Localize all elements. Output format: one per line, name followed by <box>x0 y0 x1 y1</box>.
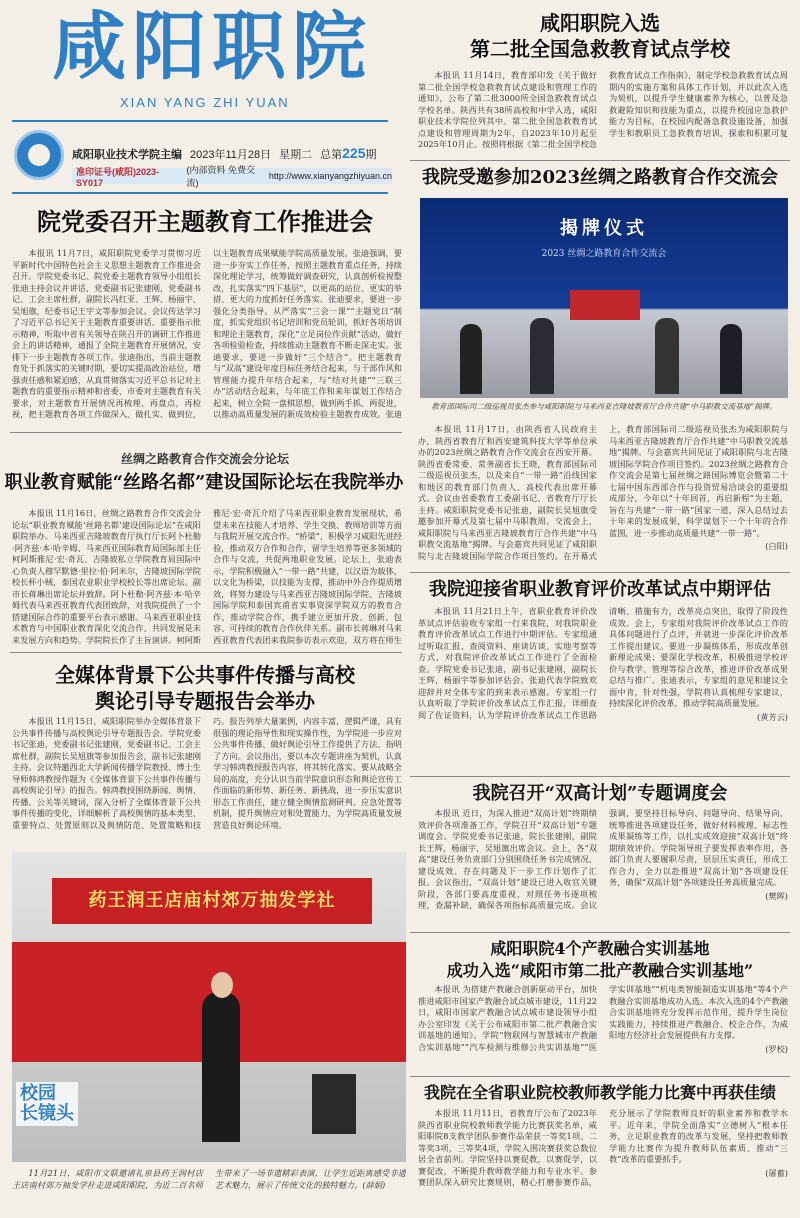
person-4 <box>720 324 742 394</box>
article-2-body: 本报讯 11月7日，咸阳职院党委学习贯彻习近平新时代中国特色社会主义思想主题教育工作推进会召开。学院党委书记、院党委主题教育领导小组组长张迪主持会议并讲话，党委副书记张建刚，党委副书记、工会主席杜群，副院长冯红亚、王辉、杨丽宇、吴旭旗，纪委书记王宇文等参加会议。会议传达学习了习近平总书记关于主题教育重要讲话、重要指示批示精神，听取中省有关领导在陕召开的调研工作推进会上的讲话精神，通报了全院主题教育开展情况，安排下一步主题教育各项工作。张迪指出，当前主题教育处于抓落实的关键时期，要切实提高政治站位，增强责任感和紧迫感，从真贯彻落实习近平总书记对主题教育的重要指示精神和省委、市委对主题教育有关要求，对主题教育开展情况再梳理、再盘点，再检视，把主题教育各项工作做深入、做扎实、做到位，以主题教育成果赋能学院高质量发展。张迪强调，要进一步夯实工作任务，按照主题教育重点任务，持续深化理论学习，统筹做好调查研究，认真剖析检视整改，扎实落实“四下基层”，以更高的站位、更实的举措、更大的力度抓好任务落实。张迪要求，要进一步强化分类指导。从严落实“三会一课”“主题党日”制度，抓实党组织书记培训和党员轮训，抓好各项培训和理论主题教育，深化“立足岗位作贡献”活动，做好各项检验检查，持续推动主题教育不断走深走实。张迪要求，要进一步做好“三个结合”。把主题教育与“双高”建设年度目标任务结合起来，与干部作风和管理能力提升年结合起来，与“结对共建”“三联三办”活动结合起来，与年底工作和来年谋划工作结合起来，树立全院一盘棋思想，做到两手抓、两促进，以推动高质量发展的新成效检验主题教育成效。张迪 <box>12 248 402 419</box>
article-4-body: 本报讯 11月15日，咸阳职院举办全媒体背景下公共事件传播与高校舆论引导专题报告会。学院党委书记张迪，党委副书记张建刚，党委副书记、工会主席杜群，副院长吴旭旗等参加报告会，副书记张建刚主持。会议特邀西北大学新闻传播学院教授、博士生导师韩鸿教授作题为《全媒体背景下公共事件传播与高校舆论引导》的报告。韩鸿教授围绕新闻、舆情、传播、公关等关键词，深入分析了全媒体背景下公共事件传播的变化，详细解析了高校舆情的基本类型、重要特点、处置原则以及舆情防范、处置策略和技巧。报告列举大量案例，内容丰富，逻辑严谨，具有很强的理论指导性和现实操作性，为学院进一步应对公共事件传播、做好舆论引导工作提供了方法、指明了方向。会议指出，要以本次专题讲座为契机，认真学习韩鸿教授报告内容，将其转化落实。要从战略全局的高度，充分认识当前学院意识形态和舆论宣传工作面临的新形势、新任务、新挑战，进一步压实意识形态工作责任，建立健全舆情监测研判、应急处置等机制，提升舆情应对和处置能力，为学院高质量发展营造良好舆论环境。 <box>12 716 402 830</box>
ceremony-caption: 教育部国际司二级巡视员张杰参与咸阳职院与马来西亚吉隆坡教育厅合作共建“中马职教交流基地”揭牌。 <box>431 402 777 411</box>
divider <box>410 572 790 573</box>
masthead-rule <box>12 120 388 122</box>
person-2 <box>530 318 554 394</box>
article-8-title: 咸阳职院4个产教融合实训基地 成功入选“咸阳市第二批产教融合实训基地” <box>446 939 754 980</box>
article-5-title: 我院受邀参加2023丝绸之路教育合作交流会 <box>421 167 779 188</box>
article-8-body: 本报讯 为搭建产教融合创新驱动平台，加快推进咸阳市国家产教融合试点城市建设，11月22日，咸阳市国家产教融合试点城市建设领导小组办公室印发《关于公布咸阳市第二批产教融合实训基地的通知》。学院“物联网与智慧城市产教融合实训基地”“汽车检测与维修公共实训基地”“医学实训基地”“机电类智能制造实训基地”等4个产教融合实训基地成功入选。本次入选的4个产教融合实训基地将充分发挥示范作用，提升学生岗位实践能力，持续推进产教融合、校企合作，为咸阳地方经济社会发展提供有力支撑。 (罗校) <box>418 984 788 1054</box>
issue-date: 2023年11月28日 <box>190 149 272 161</box>
person-3 <box>655 318 679 394</box>
publisher: 咸阳职业技术学院主编 <box>72 149 182 161</box>
website-link[interactable]: http://www.xianyangzhiyuan.cn <box>268 171 392 181</box>
article-6-body: 本报讯 11月21日上午，省职业教育评价改革试点评估验收专家组一行来我院，对我院职业教育评价改革试点工作进行中期评估。专家组通过听取汇报、查阅资料、座谈访谈、实地考察等方式，对我院评价改革试点工作进行了全面检查。学院党委书记张迪，副书记张建刚，副院长王辉，杨丽宇等参加评估会。张迪代表学院致欢迎辞并对全体专家的到来表示感谢。专家组一行认真听取了学院评价改革试点工作汇报，详细查阅了佐证资料，认为学院评价改革试点工作思路清晰、措施有力，改革亮点突出，取得了阶段性成效。会上，专家组对我院评价改革试点工作的具体问题进行了点评，并就进一步深化评价改革工作提出建议。要进一步凝练体系，形成改革创新理论成果；要深化学校改革，积极推进学校评价与教学、管理等综合改革，推进评价改革成果总结与推广。张迪表示，专家组的意见和建议全面中肯，针对性强，学院将认真梳理专家建议，持续深化评价改革，推动学院高质量发展。 (黄芳云) <box>418 606 788 722</box>
masthead-bottom-rule <box>12 192 388 194</box>
article-1-title: 咸阳职院入选 第二批全国急救教育试点学校 <box>470 11 730 61</box>
article-3-body: 本报讯 11月16日，丝绸之路教育合作交流会分论坛“职业教育赋能‘丝路名都’建设国际论坛”在咸阳职院举办。马来西亚吉隆坡教育厅执行厅长阿卜杜勒·阿齐兹·本·哈辛姆、马来西亚国际教育局国际部主任柯阿斯雅尼·宏·奇瓦、吉隆坡私立学院教育局国际中心负责人穆罕默德·里拉·伯·阿米尔，吉隆坡国际学院校长杯小贼，泰国农业职业学校校长等出席论坛。副市长蒋琳出席论坛并致辞。阿卜杜勒·阿齐兹·本·哈辛姆代表马来西亚教育代表团致辞，对我院提供了一个搭建国际合作的重要平台表示感谢。马来西亚职业技术教育与中国职业教育深化交流合作、共同发展是未来发展方向和趋势。学院院长作了主旨演讲。柯阿斯雅尼·宏·奇瓦介绍了马来西亚职业教育发展现状，希望未来在技能人才培养、学生交换、教师培训等方面与我院开展交流合作。“桥梁”，积极学习咸阳先进经验，推动双方合作和合作，留学生培养等更多领域的合作与交流，共促两地职业发展。论坛上，张迪表示，学院积极融入“一带一路”共建，以汉语为载体，以文化为桥梁，以技能为支撑，推动中外合作提质增效，将努力建设与马来西亚吉隆坡国际学院、吉隆坡国际学院和泰国宾甫省实事资深学院双方的教育合作，推动学院合作，携手建立更加开放、创新、包容、可持续的教育合作伙伴关系。副市长蒋琳对马来西亚教育代表团来我院参访表示欢迎，双方将在师生 <box>12 508 402 645</box>
divider <box>10 652 402 653</box>
article-6-title: 我院迎接省职业教育评价改革试点中期评估 <box>429 579 771 600</box>
permit-note: (内部资料 免费交流) <box>186 165 255 188</box>
article-4-title: 全媒体背景下公共事件传播与高校 舆论引导专题报告会举办 <box>55 663 355 713</box>
issue-number: 225 <box>342 145 366 161</box>
article-3-title: 职业教育赋能“丝路名都”建设国际论坛在我院举办 <box>4 472 404 493</box>
school-emblem-icon <box>14 130 64 180</box>
ceremony-photo <box>420 198 788 398</box>
divider <box>410 776 790 777</box>
masthead <box>0 0 400 200</box>
permit-number: 准印证号(咸阳)2023-SY017 <box>76 166 160 188</box>
article-7-body: 本报讯 近日，为深入推进“双高计划”终期绩效评价各项准备工作，学院召开“双高计划”专题调度会。学院党委书记张迪，院长张建刚，副院长王辉，杨丽宇，吴旭旗出席会议。会上，各“双高”建设任务负责部门分别围绕任务书完成情况、建设成效、存在问题及下一步工作计划作了汇报。会议指出，“双高计划”建设已进入收官关键阶段，各部门要高度重视，对照任务书逐项梳理，查漏补缺，确保各项指标高质量完成。会议强调，要坚持目标导向、问题导向、结果导向，统筹推进各项建设任务，做好材料梳理、标志性成果凝练等工作，以扎实成效迎接“双高计划”终期绩效评价。学院领导班子要发挥表率作用，各部门负责人要履职尽责，层层压实责任，形成工作合力，全力以赴推进“双高计划”各项建设任务，确保“双高计划”各项建设任务高质量完成。 (樊晖) <box>418 808 788 910</box>
campus-photo-banner: 药王润王店庙村郊万抽发学社 <box>52 878 372 924</box>
column-badge: 校园 长镜头 <box>16 1082 78 1126</box>
person-1 <box>460 324 482 394</box>
performer <box>202 992 240 1142</box>
masthead-meta <box>72 145 392 162</box>
issue-label: 总第 <box>320 149 343 161</box>
permit-bar <box>72 165 392 188</box>
article-1-body: 本报讯 11月14日，教育部印发《关于做好第二批全国学校急救教育试点建设和管理工作的通知》，公布了第二批3000所全国急救教育试点学校名单。陕西共有38所高校和中学入选，咸阳职业技术学院位列其中。第二批全国急救教育试点建设和管理周期为2年，自2023年10月起至2025年10月止。按照将根据《第二批全国学校急救教育试点工作指南》，制定学校急救教育试点周期内的实施方案和具体工作计划，并以此次入选为契机，以提升学生健康素养为核心，以普及急救避险知识和技能为重点，以提升校园应急救护能力为目标，在校园内配备急救设施设备，加强学生和教职员工急救教育培训，探索和积累可复 <box>418 70 788 149</box>
campus-photo <box>12 852 406 1162</box>
article-2-title: 院党委召开主题教育工作推进会 <box>37 207 373 236</box>
issue-weekday: 星期二 <box>279 149 313 161</box>
ceremony-sign: 揭牌仪式 <box>560 218 648 239</box>
newspaper-title: 咸阳职院 <box>52 4 372 90</box>
red-cloth <box>570 290 640 320</box>
article-7-title: 我院召开“双高计划”专题调度会 <box>472 783 728 804</box>
article-3-kicker: 丝绸之路教育合作交流会分论坛 <box>120 452 289 466</box>
divider <box>10 432 402 433</box>
campus-photo-caption: 11月21日，咸阳市文联邀请礼泉县药王润村店王店南村郊万抽发学社走进咸阳职院，为近二百名师生带来了一场非遗精彩表演，让学生近距离感受非遗艺术魅力，展示了传统文化的独特魅力。(薛娟) <box>12 1168 406 1190</box>
divider <box>410 932 790 933</box>
newspaper-pinyin: XIAN YANG ZHI YUAN <box>120 95 290 110</box>
performer-head <box>211 972 233 998</box>
ceremony-banner: 2023 丝绸之路教育合作交流会 <box>541 249 667 259</box>
article-9-title: 我院在全省职业院校教师教学能力比赛中再获佳绩 <box>423 1083 776 1102</box>
article-5-body: 本报讯 11月17日，由陕西省人民政府主办，陕西省教育厅和西安建筑科技大学等单位承办的2023丝绸之路教育合作交流会在西安开幕。陕西省委常委、常务副省长王晓，教育部国际司二级巡视员张杰，以及来自“一带一路”沿线国家和地区的教育部门负责人、高校代表出席开幕式。会议由省委教育工委副书记、省教育厅厅长主持。咸阳职院党委书记张迪，副院长吴旭旗受邀参加开幕式及第七届中马职教周。交流会上，咸阳职院与马来西亚吉隆坡教育厅合作共建“中马职教交流基地”揭牌。与会嘉宾共同见证了咸阳职院与北吉隆坡国际学院合作项目签约。在开幕式上，教育部国际司二级巡视员张杰为咸阳职院与马来西亚吉隆坡教育厅合作共建“中马职教交流基地”揭牌。与会嘉宾共同见证了咸阳职院与北吉隆坡国际学院合作项目签约。2023丝绸之路教育合作交流会是第七届丝绸之路国际博览会暨第二十七届中国东西部合作与投资贸易洽谈会的重要组成部分，今年以“十年回首，再启新程”为主题，旨在与共建“一带一路”国家一道，深入总结过去十年来的发展成果，科学谋划下一个十年的合作蓝图，进一步推动高质量共建“一带一路”。 (白阳) <box>418 424 788 561</box>
speaker-box <box>312 1074 356 1134</box>
divider <box>410 160 790 161</box>
article-9-body: 本报讯 11月11日，省教育厅公布了2023年陕西省职业院校教师教学能力比赛获奖名单，咸阳职院8支教学团队参赛作品荣获一等奖1项、二等奖3项，三等奖4项，学院入围决赛获奖总数位居全省前列。学院坚持以赛促教，以赛促学，以赛促改，不断提升教师教学能力和专业水平。参赛团队深入研究比赛规则，精心打磨参赛作品，充分展示了学院教师良好的职业素养和教学水平。近年来，学院全面落实“立德树人”根本任务，立足职业教育的改革与发展，坚持把教师教学能力比赛作为提升教师队伍素质、推动“三教”改革的重要抓手。 (屠蓄) <box>418 1108 788 1187</box>
issue-suffix: 期 <box>365 149 377 161</box>
divider <box>410 1076 790 1077</box>
